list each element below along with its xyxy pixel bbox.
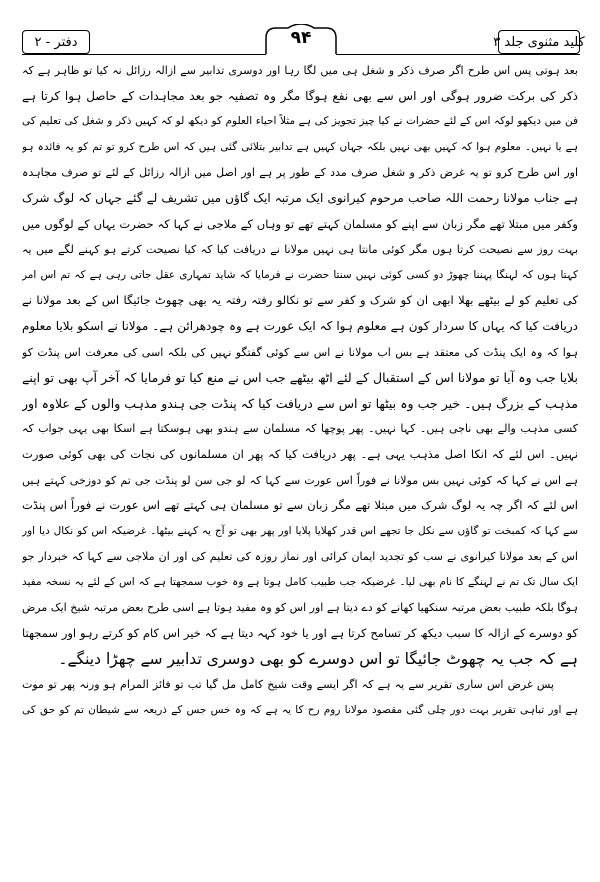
text-line: بہت روز سے نصیحت کرتا ہوں مگر کوئی مانتا ہی نہیں مولانا نے دریافت کیا کہ کیا نصیحت کرتے ہو کہنے لگے میں یہ (22, 243, 578, 257)
text-line: ہے جناب مولانا رحمت اللہ صاحب مرحوم کیرانوی ایک مرتبہ ایک گاؤں میں تشریف لے گئے جہاں کہ لوگ شرک (22, 190, 578, 205)
page-body (22, 58, 578, 878)
text-line: ہوگا بلکہ طبیب بعض مرتبہ سنکھیا کھانے کو دے دیتا ہے اور اس کو وہ مفید ہوتا ہے اسی طرح بعض مرتبہ شیخ ایک مرض (22, 601, 578, 615)
text-line: کو دوسرے کے ازالہ کا سبب دیکھ کر تسامح کرتا ہے اور یا خود کہہ دیتا ہے کہ خیر اس کام کو کرتے رہو اور سمجھتا (22, 626, 578, 641)
text-line: سے کہا کہ کمبخت تو گاؤں سے نکل جا تجھے اس قدر کھلایا پلایا اور پھر بھی تو آج یہ کہنے بیٹھا۔ غرضیکہ اس کو نکال دیا اور (22, 524, 578, 537)
page-number: ۹۴ (290, 28, 312, 48)
page-header (0, 0, 600, 56)
header-rule-right (336, 54, 580, 55)
text-line: فن میں دیکھو لوکہ اس کے لئے حضرات نے کیا چیز تجویز کی ہے مثلاً احیاء العلوم کو دیکھ لو کہ کہیں ذکر و شغل کی تعلیم کی (22, 115, 578, 128)
text-line: مذہب کے بزرگ ہیں۔ خیر جب وہ بیٹھا تو اس سے دریافت کیا کہ پنڈت جی ہندو مذہب والوں کے علاوہ اور (22, 395, 578, 411)
text-line: بعد ہوتی پس اس طرح اگر صرف ذکر و شغل ہی میں لگا رہا اور دوسری تدابیر سے ازالہ رزائل نہ کیا تو ظاہر ہے کہ (22, 64, 578, 77)
text-line: کہتا ہوں کہ لہنگا پہننا چھوڑ دو کسی کوئی نہیں سنتا حضرت نے فرمایا کہ شاید تمہاری عقل جاتی رہی ہے کہ تم اس امر (22, 268, 578, 281)
text-line: اور اس طرح کرو تو یہ غرض ذکر و شغل صرف مدد کے طور پر ہے اور اصل میں ازالہ رزائل کے لئے تو صرف مجاہدہ (22, 166, 578, 180)
text-line: بلایا جب وہ آیا تو مولانا اس کے استقبال کے لئے اٹھ بیٹھے جب اس نے منع کیا تو فرمایا کہ آخر آپ بھی تو اپنے (22, 370, 578, 386)
text-line: کی تعلیم کو لے بیٹھے بھلا ابھی ان کو شرک و کفر سے تو نکالو رفتہ رفتہ یہ بھی چھوٹ جائیگا اس کے بعد مولانا نے (22, 293, 578, 308)
text-line: ہے اور تباہی تقریر بہت دور چلی گئی مقصود مولانا روم رح کا یہ ہے کہ وہ خس جس کے ذریعہ سے شیطان تم کو حق کی (22, 703, 578, 716)
text-line: ایک سال تک تم نے لہنگے کا نام بھی لیا۔ غرضیکہ جب طبیب کامل ہوتا ہے وہ خوب سمجھتا ہے کہ اس کے لئے یہ نسخہ مفید (22, 575, 578, 588)
text-line: ذکر کی برکت ضرور ہوگی اور اس سے بھی نفع ہوگا مگر وہ تصفیہ جو بعد مجاہدات کے حاصل ہوا کرتا ہے (22, 88, 578, 103)
text-line: کسی مذہب والے بھی ناجی ہیں۔ کہا نہیں۔ پھر پوچھا کہ مسلمان سے ہندو بھی ہوسکتا ہے اسکا بھی یہی جواب کہ (22, 422, 578, 436)
text-line: پس غرض اس ساری تقریر سے یہ ہے کہ اگر ایسے وقت شیخ کامل مل گیا تب تو فائز المرام ہو ورنہ پھر تو موت (22, 678, 554, 692)
text-line: ہے یا نہیں۔ معلوم ہوا کہ کہیں بھی نہیں بلکہ جہاں کہیں ہے تدابیر بتلائی گئی ہیں کہ اس طرح کرو تو تم کو یہ فائدہ ہو (22, 140, 578, 153)
text-line: اس لئے کہ اگر چہ یہ لوگ شرک میں مبتلا تھے مگر زبان سے تو مسلمان ہی کہتے تھے اس عورت نے فوراً اس پنڈت (22, 498, 578, 513)
text-line: ہے کہ جب یہ چھوٹ جائیگا تو اس دوسرے کو بھی دوسری تدابیر سے چھڑا دینگے۔ (58, 649, 578, 668)
section-label: دفتر - ۲ (22, 30, 90, 54)
book-title: کلید مثنوی جلد ۳ (498, 30, 580, 54)
text-line: ہے اس نے کہا کہ کوئی نہیں بس مولانا نے فوراً اس عورت سے کہا کہ لو جی سن لو پنڈت جی تم کو دوزخی کہتے ہیں (22, 473, 578, 487)
text-line: اس کے بعد مولانا کیرانوی نے سب کو تجدید ایمان کرائی اور نماز روزہ کی تعلیم کی اور ان ملاجی سے کہا کہ خبردار جو (22, 550, 578, 564)
page-number-ornament (264, 24, 338, 54)
text-line: ہوا کہ وہ ایک پنڈت کی معتقد ہے بس اب مولانا نے اس سے کوئی گفتگو نہیں کی بلکہ اسی کی معرفت اس پنڈت کو (22, 345, 578, 359)
text-line: وکفر میں مبتلا تھے مگر زبان سے اپنے کو مسلمان کہتے تھے تو وہاں کے ملاجی نے کہا کہ حضرت یہاں کے لوگوں میں (22, 216, 578, 231)
text-line: دریافت کیا کہ یہاں کا سردار کون ہے معلوم ہوا کہ ایک عورت ہے وہ چودھرائن ہے۔ مولانا نے اسکو بلایا معلوم (22, 318, 578, 333)
header-rule-left (22, 54, 266, 55)
text-line: نہیں۔ اس لئے کہ انکا اصل مذہب یہی ہے۔ پھر دریافت کیا کہ پھر ان مسلمانوں کی نجات کی بھی کوئی صورت (22, 446, 578, 461)
